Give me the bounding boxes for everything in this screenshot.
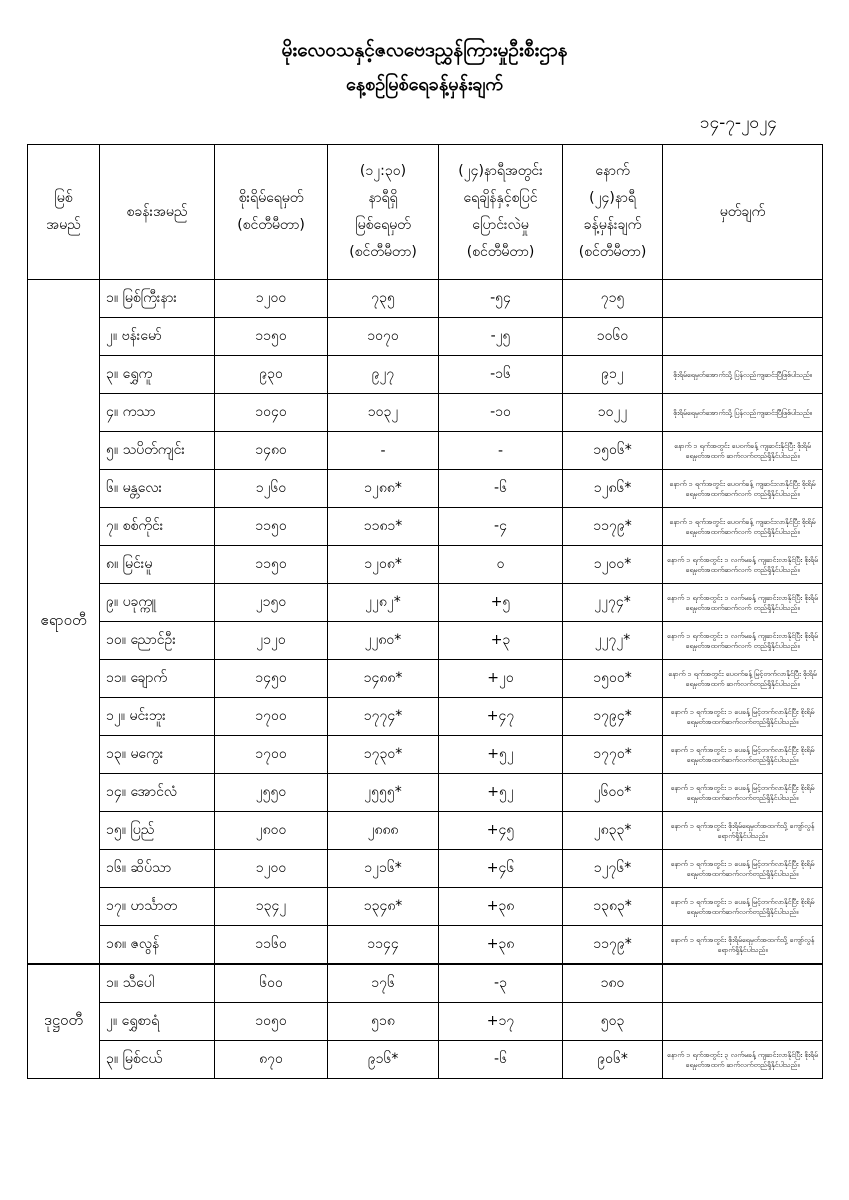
change-cell: +၁၇ [439,1003,563,1041]
header-line: နောက် [595,163,630,179]
header-line: ခန့်မှန်းချက် [583,217,642,233]
header-line: (၂၄)နာရီအတွင်း [458,163,543,179]
change-cell: +၅ [439,584,563,622]
current-level-cell: ၅၁၈ [328,1003,439,1041]
forecast-cell: ၁၀၂၂ [563,394,663,432]
table-body [28,280,823,1079]
change-cell: -၁၆ [439,356,563,394]
current-level-cell: ၉၁၆* [328,1041,439,1079]
danger-level-cell: ၁၇၀၀ [215,698,328,736]
current-level-cell: ၁၂၀၈* [328,546,439,584]
remark-cell: နောက် ၁ ရက်အတွင်း ၁ လက်မခန့် ကျဆင်းလာနိုင်ပြီး စိုးရိမ်ရေမှတ်အထက်ဆက်လက် တည်ရှိနိုင်ပါသည်။ [663,622,823,660]
forecast-cell: ၁၇၉၄* [563,698,663,736]
forecast-cell: ၁၁၇၉* [563,926,663,965]
remark-cell: နောက် ၁ ရက်အတွင်း ၁ လက်မခန့် ကျဆင်းလာနိုင်ပြီး စိုးရိမ်ရေမှတ်အထက်ဆက်လက် တည်ရှိနိုင်ပါသည်။ [663,546,823,584]
forecast-cell: ၇၁၅ [563,280,663,318]
station-cell: ၇။ စစ်ကိုင်း [100,508,215,546]
change-cell: +၂၀ [439,660,563,698]
remark-cell: နောက် ၁ ရက်အတွင်း ၁ ပေခန့် မြင့်တက်လာနိုင်ပြီး စိုးရိမ်ရေမှတ်အထက်ဆက်လက်တည်ရှိနိုင်ပါသည်။ [663,850,823,888]
forecast-cell: ၅၀၃ [563,1003,663,1041]
forecast-cell: ၁၃၈၃* [563,888,663,926]
change-cell: -၄ [439,508,563,546]
change-cell: -၁၀ [439,394,563,432]
danger-level-cell: ၁၃၄၂ [215,888,328,926]
table-row [28,508,823,546]
header-line: မှတ်ချက် [719,203,766,220]
forecast-cell: ၁၂၈၆* [563,470,663,508]
river-forecast-table [27,144,823,1079]
page-subtitle: နေ့စဉ်မြစ်ရေခန့်မှန်းချက် [346,74,503,95]
danger-level-cell: ၆၀၀ [215,964,328,1003]
remark-cell: စိုးရိမ်ရေမှတ်အောက်သို့ ပြန်လည်ကျဆင်းပြီဖြစ်ပါသည်။ [663,356,823,394]
header-line: အမည် [46,217,81,233]
header-line: (စင်တီမီတာ) [349,244,417,260]
danger-level-cell: ၁၀၅၀ [215,1003,328,1041]
forecast-cell: ၁၂၇၆* [563,850,663,888]
current-level-cell: ၂၂၈၀* [328,622,439,660]
header-forecast [563,145,663,280]
remark-cell [663,964,823,1003]
table-row [28,964,823,1003]
station-cell: ၁၆။ ဆိပ်သာ [100,850,215,888]
danger-level-cell: ၁၁၅၀ [215,318,328,356]
current-level-cell: ၁၇၃၀* [328,736,439,774]
station-cell: ၈။ မြင်းမူ [100,546,215,584]
table-row [28,356,823,394]
danger-level-cell: ၁၁၆၀ [215,926,328,965]
station-cell: ၃။ မြစ်ငယ် [100,1041,215,1079]
current-level-cell: ၁၀၃၂ [328,394,439,432]
forecast-cell: ၉၀၆* [563,1041,663,1079]
header-line: (စင်တီမီတာ) [578,244,647,260]
table-row [28,470,823,508]
header-line: (စင်တီမီတာ) [466,244,535,260]
station-cell: ၂။ ရွှေစာရံ [100,1003,215,1041]
change-cell: - [439,432,563,470]
table-row [28,1003,823,1041]
current-level-cell: ၂၈၈၈ [328,812,439,850]
table-row [28,280,823,318]
change-cell: +၄၇ [439,698,563,736]
current-level-cell: ၁၇၆ [328,964,439,1003]
header-station [100,145,215,280]
change-cell: ၀ [439,546,563,584]
table-row [28,888,823,926]
forecast-cell: ၁၂၀၀* [563,546,663,584]
remark-cell: နောက် ၁ ရက်အတွင်း ပေ၀က်ခန့် မြင့်တက်လာနိုင်ပြီး စိုးရိမ်ရေမှတ်အထက် ဆက်လက်တည်ရှိနိုင်ပါသည်။ [663,660,823,698]
current-level-cell: ၂၂၈၂* [328,584,439,622]
current-level-cell: ၇၃၅ [328,280,439,318]
remark-cell: နောက် ၁ ရက်အတွင်း ၁ လက်မခန့် ကျဆင်းလာနိုင်ပြီး စိုးရိမ်ရေမှတ်အထက်ဆက်လက် တည်ရှိနိုင်ပါသည်။ [663,584,823,622]
current-level-cell: ၁၇၇၄* [328,698,439,736]
header-river [28,145,100,280]
change-cell: +၅၂ [439,774,563,812]
table-row [28,812,823,850]
change-cell: -၆ [439,470,563,508]
table-row [28,850,823,888]
header-line: နာရီရှိ [368,190,398,206]
header-change [439,145,563,280]
header-current-level [328,145,439,280]
change-cell: +၄၆ [439,850,563,888]
header-line: မြစ်ရေမှတ် [355,217,411,233]
danger-level-cell: ၂၈၀၀ [215,812,328,850]
change-cell: -၅၄ [439,280,563,318]
change-cell: +၃ [439,622,563,660]
remark-cell: နောက် ၁ ရက်အတွင်း စိုးရိမ်ရေမှတ်အထက်သို့ ကျော်လွန်ရောက်ရှိနိုင်ပါသည်။ [663,812,823,850]
table-row [28,698,823,736]
remark-cell: စိုးရိမ်ရေမှတ်အောက်သို့ ပြန်လည်ကျဆင်းပြီဖြစ်ပါသည်။ [663,394,823,432]
station-cell: ၉။ ပခုက္ကူ [100,584,215,622]
change-cell: +၄၅ [439,812,563,850]
station-cell: ၁၇။ ဟင်္သာတ [100,888,215,926]
station-cell: ၂။ ဗန်းမော် [100,318,215,356]
current-level-cell: ၂၅၅၅* [328,774,439,812]
forecast-cell: ၁၅၀၀* [563,660,663,698]
remark-cell: နောက် ၁ ရက်အတွင်း ၁ ပေခန့် မြင့်တက်လာနိုင်ပြီး စိုးရိမ်ရေမှတ်အထက်ဆက်လက်တည်ရှိနိုင်ပါသည်။ [663,888,823,926]
remark-cell: နောက် ၁ ရက်အတွင်း ၁ ပေခန့် မြင့်တက်လာနိုင်ပြီး စိုးရိမ်ရေမှတ်အထက်ဆက်လက်တည်ရှိနိုင်ပါသည်။ [663,736,823,774]
station-cell: ၆။ မန္တလေး [100,470,215,508]
change-cell: +၃၈ [439,926,563,965]
forecast-cell: ၂၆၀၀* [563,774,663,812]
header-line: ရေချိန်နှင့်စပြင် [463,190,538,206]
remark-cell: နောက် ၁ ရက်အတွင်း ပေ၀က်ခန့် ကျဆင်းလာနိုင်ပြီး စိုးရိမ်ရေမှတ်အထက်ဆက်လက် တည်ရှိနိုင်ပါသည်။ [663,508,823,546]
danger-level-cell: ၁၄၈၀ [215,432,328,470]
table-row [28,926,823,965]
danger-level-cell: ၂၁၂၀ [215,622,328,660]
current-level-cell: ၁၄၈၈* [328,660,439,698]
table-row [28,584,823,622]
danger-level-cell: ၂၁၅၀ [215,584,328,622]
change-cell: -၂၅ [439,318,563,356]
danger-level-cell: ၁၂၀၀ [215,850,328,888]
change-cell: +၅၂ [439,736,563,774]
header-line: စိုးရိမ်ရေမှတ် [238,190,304,206]
change-cell: +၃၈ [439,888,563,926]
table-header-row [28,145,823,280]
header-line: (စင်တီမီတာ) [237,217,305,233]
station-cell: ၁။ သီပေါ [100,964,215,1003]
change-cell: -၃ [439,964,563,1003]
current-level-cell: ၉၂၇ [328,356,439,394]
forecast-cell: ၁၈၀ [563,964,663,1003]
report-date: ၁၄-၇-၂၀၂၄ [700,113,777,133]
station-cell: ၁၈။ ဇလွန် [100,926,215,965]
table-row [28,394,823,432]
remark-cell: နောက် ၁ ရက်အတွင်း စိုးရိမ်ရေမှတ်အထက်သို့ ကျော်လွန်ရောက်ရှိနိုင်ပါသည်။ [663,926,823,965]
river-name-cell: ဧရာဝတီ [28,280,100,965]
remark-cell: နောက် ၁ ရက်အတွင်း ၃ လက်မခန့် ကျဆင်းလာနိုင်ပြီး စိုးရိမ်ရေမှတ်အထက် ဆက်လက်တည်ရှိနိုင်ပါသည်။ [663,1041,823,1079]
change-cell: -၆ [439,1041,563,1079]
table-row [28,774,823,812]
forecast-cell: ၁၀၆၀ [563,318,663,356]
station-cell: ၃။ ရွှေကူ [100,356,215,394]
current-level-cell: ၁၂၈၈* [328,470,439,508]
table-row [28,1041,823,1079]
station-cell: ၁၂။ မင်းဘူး [100,698,215,736]
header-line: စခန်းအမည် [126,203,188,220]
forecast-cell: ၂၂၇၄* [563,584,663,622]
header-line: (၁၂:၃၀) [359,163,407,179]
danger-level-cell: ၂၅၅၀ [215,774,328,812]
header-danger-level [215,145,328,280]
remark-cell: နောက် ၁ ရက်အတွင်း ပေ၀က်ခန့် ကျဆင်းနိုင်ပြီး စိုးရိမ်ရေမှတ်အထက် ဆက်လက်တည်ရှိနိုင်ပါသည်။ [663,432,823,470]
danger-level-cell: ၁၂၆၀ [215,470,328,508]
table-row [28,546,823,584]
current-level-cell: ၁၃၄၈* [328,888,439,926]
forecast-cell: ၁၁၇၉* [563,508,663,546]
current-level-cell: ၁၀၇၀ [328,318,439,356]
forecast-cell: ၉၁၂ [563,356,663,394]
station-cell: ၁၁။ ချောက် [100,660,215,698]
danger-level-cell: ၁၄၅၀ [215,660,328,698]
header-remark [663,145,823,280]
current-level-cell: ၁၁၄၄ [328,926,439,965]
danger-level-cell: ၈၇၀ [215,1041,328,1079]
current-level-cell: ၁၁၈၁* [328,508,439,546]
forecast-cell: ၁၇၇၀* [563,736,663,774]
table-row [28,736,823,774]
danger-level-cell: ၁၁၅၀ [215,546,328,584]
header-line: (၂၄)နာရီ [589,190,636,206]
remark-cell: နောက် ၁ ရက်အတွင်း ၁ ပေခန့် မြင့်တက်လာနိုင်ပြီး စိုးရိမ်ရေမှတ်အထက်ဆက်လက်တည်ရှိနိုင်ပါသည်။ [663,698,823,736]
table-row [28,318,823,356]
table-row [28,432,823,470]
table-row [28,660,823,698]
forecast-cell: ၂၈၃၃* [563,812,663,850]
remark-cell [663,280,823,318]
current-level-cell: ၁၂၁၆* [328,850,439,888]
station-cell: ၁၀။ ညောင်ဦး [100,622,215,660]
remark-cell: နောက် ၁ ရက်အတွင်း ၁ ပေခန့် မြင့်တက်လာနိုင်ပြီး စိုးရိမ်ရေမှတ်အထက်ဆက်လက်တည်ရှိနိုင်ပါသည်။ [663,774,823,812]
station-cell: ၁၃။ မကွေး [100,736,215,774]
danger-level-cell: ၁၇၀၀ [215,736,328,774]
header-line: ပြောင်းလဲမှု [472,217,529,233]
forecast-cell: ၂၂၇၂* [563,622,663,660]
station-cell: ၁၅။ ပြည် [100,812,215,850]
station-cell: ၁၄။ အောင်လံ [100,774,215,812]
current-level-cell: - [328,432,439,470]
forecast-cell: ၁၅၀၆* [563,432,663,470]
river-name-cell: ဒုဋ္ဌဝတီ [28,964,100,1079]
remark-cell: နောက် ၁ ရက်အတွင်း ပေ၀က်ခန့် ကျဆင်းလာနိုင်ပြီး စိုးရိမ်ရေမှတ်အထက်ဆက်လက် တည်ရှိနိုင်ပါသည်။ [663,470,823,508]
danger-level-cell: ၉၃၀ [215,356,328,394]
station-cell: ၁။ မြစ်ကြီးနား [100,280,215,318]
page-title: မိုးလေဝသနှင့်ဇလဗေဒညွှန်ကြားမှုဦးစီးဌာန [281,39,568,61]
table-row [28,622,823,660]
station-cell: ၅။ သပိတ်ကျင်း [100,432,215,470]
header-line: မြစ် [54,190,73,206]
danger-level-cell: ၁၁၅၀ [215,508,328,546]
danger-level-cell: ၁၂၀၀ [215,280,328,318]
station-cell: ၄။ ကသာ [100,394,215,432]
danger-level-cell: ၁၀၄၀ [215,394,328,432]
remark-cell [663,1003,823,1041]
remark-cell [663,318,823,356]
